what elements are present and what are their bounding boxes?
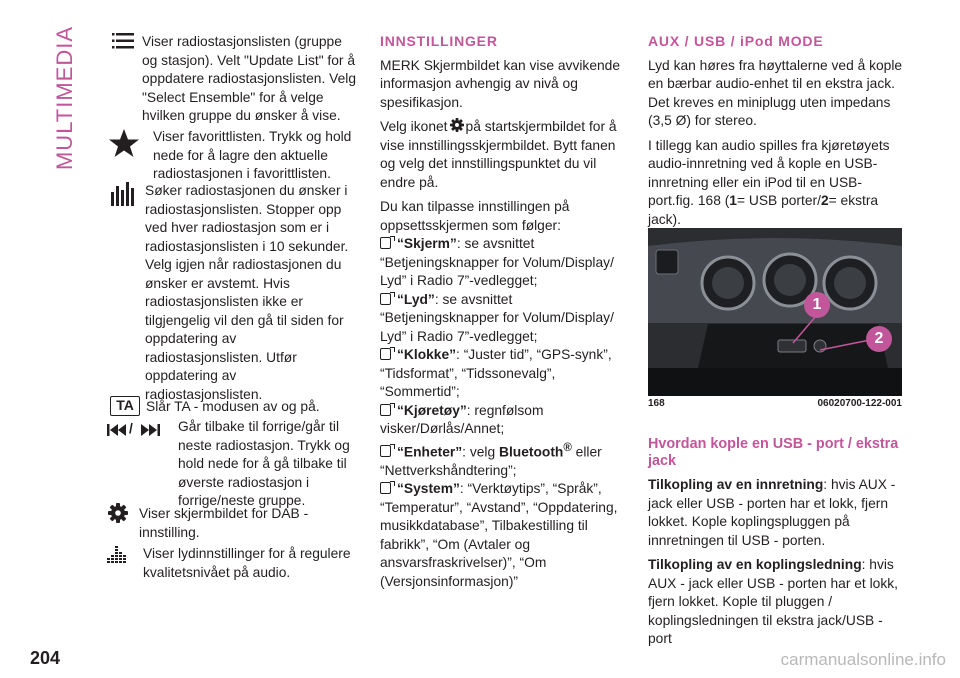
scan-icon (111, 182, 137, 206)
settings-item: “Skjerm”: se avsnittet “Betjeningsknapper for Volum/Display/ Lyd” i Radio 7”-vedlegget; (380, 236, 614, 288)
settings-select-icon: Velg ikonet på startskjermbildet for å vise innstillingsskjermbildet. Bytt fanen og velg det innstillingspunktet du vil endre på. (380, 119, 617, 190)
aux-intro: Lyd kan høres fra høyttalerne ved å kople en bærbar audio-enhet til en ekstra jack. Det kreves en miniplugg uten impedans (3,5 Ø) for stereo. (648, 57, 903, 128)
column-2 (380, 32, 632, 591)
checkbox-icon (380, 348, 391, 360)
checkbox-icon (380, 404, 391, 416)
figure-caption: 168 06020700-122-001 (648, 398, 902, 409)
aux-usb-text: I tillegg kan audio spilles fra kjøretøyets audio-innretning ved å kople en USB-innretning eller ein iPod til en USB-port.fig. 168 (1= USB porter/2= ekstra jack). (648, 137, 890, 227)
equalizer-icon (107, 545, 129, 565)
checkbox-icon (380, 237, 391, 249)
settings-item: “Lyd”: se avsnittet “Betjeningsknapper for Volum/Display/ Lyd” i Radio 7”-vedlegget; (380, 291, 614, 344)
settings-heading: INNSTILLINGER (380, 33, 498, 49)
scan-description: Søker radiostasjonen du ønsker i radiostasjonslisten. Stopper opp ved hver radiostasjon som er i radiostasjonslisten i 10 sekunder. Velg igjen når radiostasjonen du ønsker er avstemt. Hvis radiostasjonslisten ikke er tilgjengelig vil den gå til siden for oppdatering av radiostasjonslisten. Utfør oppdatering av radiostasjonslisten. (145, 183, 349, 402)
skip-description: Går tilbake til forrige/går til neste radiostasjon. Trykk og hold nede for å gå tilbake til øverste radiostasjon i forrige/neste gruppe. (178, 419, 350, 508)
checkbox-icon (380, 293, 391, 305)
column-3 (648, 32, 904, 235)
favorites-description: Viser favorittlisten. Trykk og hold nede for å lagre den aktuelle radiostasjonen i favorittlisten. (153, 129, 352, 181)
settings-item: “Enheter”: velg Bluetooth® eller “Nettverkshåndtering”; (380, 441, 602, 478)
skip-forward-icon (140, 424, 160, 436)
gear-description: Viser skjermbildet for DAB - innstilling. (139, 506, 309, 540)
section-tab: MULTIMEDIA (52, 25, 77, 171)
cable-connect-text: Tilkopling av en koplingsledning: hvis AUX - jack eller USB - porten har et lokk, fjern lokket. Kople til pluggen / koplingsledningen til ekstra jack/USB - port (648, 557, 898, 646)
page-number: 204 (30, 648, 61, 668)
checkbox-icon (380, 445, 391, 457)
list-icon (112, 33, 134, 49)
device-connect-text: Tilkopling av en innretning: hvis AUX - jack eller USB - porten har et lokk, fjern lokket. Kople koplingspluggen på innretningen til USB - porten. (648, 477, 896, 548)
usb-subheading: Hvordan kople en USB - port / ekstra jack (648, 436, 899, 469)
star-icon (108, 128, 140, 158)
callout-2: 2 (866, 326, 892, 352)
ta-icon: TA (110, 396, 140, 416)
settings-item: “System”: “Verktøytips”, “Språk”, “Temperatur”, “Avstand”, “Oppdatering, musikkdatabase”, Tilbakestilling til fabrikk”, “Om (Avtaler og ansvarsfraskrivelser)”, “Om (Versjonsinformasjon)” (380, 481, 618, 589)
list-description: Viser radiostasjonslisten (gruppe og stasjon). Velt "Update List" for å oppdatere radiostasjonslisten. Velg "Select Ensemble" for å velge hvilken gruppe du ønsker å vise. (142, 34, 356, 123)
skip-back-icon (107, 424, 127, 436)
console-illustration (648, 228, 902, 396)
settings-list (380, 235, 632, 591)
settings-item: “Kjøretøy”: regnfølsom visker/Dørlås/Annet; (380, 402, 544, 436)
settings-note: MERK Skjermbildet kan vise avvikende informasjon avhengig av nivå og spesifikasjon. (380, 57, 621, 110)
ta-description: Slår TA - modusen av og på. (146, 399, 320, 414)
equalizer-description: Viser lydinnstillinger for å regulere kvalitetsnivået på audio. (143, 546, 351, 580)
settings-item: “Klokke”: “Juster tid”, “GPS-synk”, “Tidsformat”, “Tidssonevalg”, “Sommertid”; (380, 347, 612, 399)
checkbox-icon (380, 482, 391, 494)
gear-icon-inline (450, 118, 464, 132)
skip-separator: / (129, 421, 133, 436)
aux-heading: AUX / USB / iPod MODE (648, 33, 824, 49)
column-3-lower (648, 436, 904, 649)
callout-1: 1 (804, 292, 830, 318)
figure-168-photo (648, 228, 902, 396)
gear-icon (108, 503, 128, 523)
settings-intro: Du kan tilpasse innstillingen på oppsettsskjermen som følger: (380, 199, 570, 233)
watermark: carmanualsonline.info (780, 650, 946, 669)
